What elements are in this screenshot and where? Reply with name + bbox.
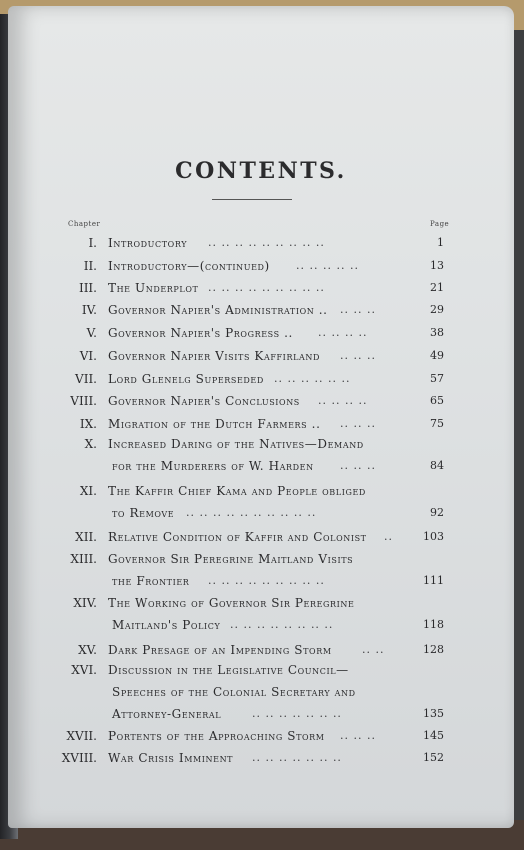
chapter-title: War Crisis Imminent — [108, 751, 234, 765]
page-number: 38 — [430, 326, 444, 339]
chapter-title: Introductory—(continued) — [108, 259, 270, 273]
toc-entry[interactable] — [8, 281, 514, 299]
chapter-title: Governor Napier's Conclusions — [108, 394, 300, 408]
toc-entry-continuation — [8, 574, 514, 592]
toc-entry[interactable] — [8, 372, 514, 390]
chapter-number: XVII. — [66, 729, 97, 743]
chapter-title: Relative Condition of Kaffir and Colonist — [108, 530, 367, 544]
chapter-title: Introductory — [108, 236, 188, 250]
page-number: 57 — [430, 372, 444, 385]
toc-entry-continuation — [8, 685, 514, 703]
chapter-number: XIV. — [73, 596, 97, 610]
chapter-number: VII. — [75, 372, 97, 386]
chapter-number: XVI. — [71, 663, 97, 677]
chapter-title: Migration of the Dutch Farmers .. — [108, 417, 321, 431]
toc-entry[interactable] — [8, 530, 514, 548]
toc-entry-continuation — [8, 459, 514, 477]
chapter-number: XVIII. — [61, 751, 97, 765]
toc-entry[interactable] — [8, 417, 514, 435]
dot-leader: .. .. .. — [340, 303, 376, 316]
page-number: 49 — [430, 349, 444, 362]
chapter-title-continued: to Remove — [112, 506, 175, 520]
toc-entry[interactable] — [8, 259, 514, 277]
dot-leader: .. .. .. .. .. .. .. — [252, 751, 342, 764]
dot-leader: .. .. .. .. .. .. .. .. .. — [208, 281, 325, 294]
page-number: 135 — [423, 707, 444, 720]
chapter-title: The Kaffir Chief Kama and People obliged — [108, 484, 366, 498]
toc-entry[interactable] — [8, 596, 514, 614]
page-number: 65 — [430, 394, 444, 407]
contents-list — [8, 6, 514, 828]
dot-leader: .. .. .. .. — [318, 326, 368, 339]
chapter-number: II. — [83, 259, 97, 273]
page-number: 118 — [423, 618, 444, 631]
chapter-number: XIII. — [70, 552, 97, 566]
chapter-title: Lord Glenelg Superseded — [108, 372, 264, 386]
chapter-title: Discussion in the Legislative Council— — [108, 663, 349, 677]
toc-entry[interactable] — [8, 437, 514, 455]
page-number: 75 — [430, 417, 444, 430]
page-number: 145 — [423, 729, 444, 742]
book-page — [8, 6, 514, 828]
page-number: 103 — [423, 530, 444, 543]
chapter-number: IX. — [79, 417, 97, 431]
page-number: 29 — [430, 303, 444, 316]
chapter-number: XI. — [79, 484, 97, 498]
page-number: 152 — [423, 751, 444, 764]
chapter-title: Governor Sir Peregrine Maitland Visits — [108, 552, 354, 566]
dot-leader: .. .. .. — [340, 729, 376, 742]
page-number: 128 — [423, 643, 444, 656]
toc-entry[interactable] — [8, 663, 514, 681]
chapter-number: IV. — [81, 303, 97, 317]
chapter-title-continued: Attorney-General — [112, 707, 222, 721]
dot-leader: .. .. .. .. .. .. — [274, 372, 351, 385]
page-number: 13 — [430, 259, 444, 272]
chapter-column-label: Chapter — [68, 220, 101, 228]
chapter-title: The Working of Governor Sir Peregrine — [108, 596, 355, 610]
chapter-title-continued: Maitland's Policy — [112, 618, 221, 632]
toc-entry[interactable] — [8, 236, 514, 254]
dot-leader: .. — [384, 530, 393, 543]
chapter-number: XII. — [75, 530, 97, 544]
chapter-title-continued: the Frontier — [112, 574, 190, 588]
toc-entry[interactable] — [8, 552, 514, 570]
dot-leader: .. .. .. .. .. .. .. .. .. — [208, 574, 325, 587]
page-number: 84 — [430, 459, 444, 472]
toc-entry[interactable] — [8, 394, 514, 412]
dot-leader: .. .. .. .. — [318, 394, 368, 407]
chapter-title: Governor Napier's Progress .. — [108, 326, 293, 340]
dot-leader: .. .. .. — [340, 459, 376, 472]
chapter-number: VIII. — [70, 394, 97, 408]
dot-leader: .. .. — [362, 643, 385, 656]
toc-entry-continuation — [8, 506, 514, 524]
chapter-title: Dark Presage of an Impending Storm — [108, 643, 332, 657]
chapter-number: III. — [78, 281, 97, 295]
chapter-number: X. — [84, 437, 97, 451]
chapter-number: V. — [86, 326, 97, 340]
chapter-title: Governor Napier Visits Kaffirland — [108, 349, 320, 363]
toc-entry[interactable] — [8, 484, 514, 502]
toc-entry[interactable] — [8, 729, 514, 747]
page-number: 21 — [430, 281, 444, 294]
dot-leader: .. .. .. — [340, 349, 376, 362]
toc-entry[interactable] — [8, 643, 514, 661]
dot-leader: .. .. .. .. .. .. .. .. .. .. — [186, 506, 317, 519]
dot-leader: .. .. .. .. .. — [296, 259, 359, 272]
page-number: 111 — [423, 574, 444, 587]
toc-entry[interactable] — [8, 303, 514, 321]
toc-entry[interactable] — [8, 349, 514, 367]
chapter-title: Governor Napier's Administration .. — [108, 303, 328, 317]
page-number: 92 — [430, 506, 444, 519]
toc-entry[interactable] — [8, 326, 514, 344]
toc-entry[interactable] — [8, 751, 514, 769]
toc-entry-continuation — [8, 618, 514, 636]
chapter-number: I. — [88, 236, 97, 250]
chapter-title: The Underplot — [108, 281, 199, 295]
page-number: 1 — [437, 236, 444, 249]
chapter-title-continued: for the Murderers of W. Harden — [112, 459, 314, 473]
page-column-label: Page — [430, 220, 450, 228]
dot-leader: .. .. .. .. .. .. .. — [252, 707, 342, 720]
toc-entry-continuation — [8, 707, 514, 725]
dot-leader: .. .. .. .. .. .. .. .. — [230, 618, 334, 631]
page-title: CONTENTS. — [175, 158, 347, 184]
chapter-title: Portents of the Approaching Storm — [108, 729, 325, 743]
dot-leader: .. .. .. — [340, 417, 376, 430]
chapter-number: VI. — [79, 349, 97, 363]
dot-leader: .. .. .. .. .. .. .. .. .. — [208, 236, 325, 249]
chapter-title-continued: Speeches of the Colonial Secretary and — [112, 685, 356, 699]
chapter-number: XV. — [78, 643, 97, 657]
chapter-title: Increased Daring of the Natives—Demand — [108, 437, 364, 451]
